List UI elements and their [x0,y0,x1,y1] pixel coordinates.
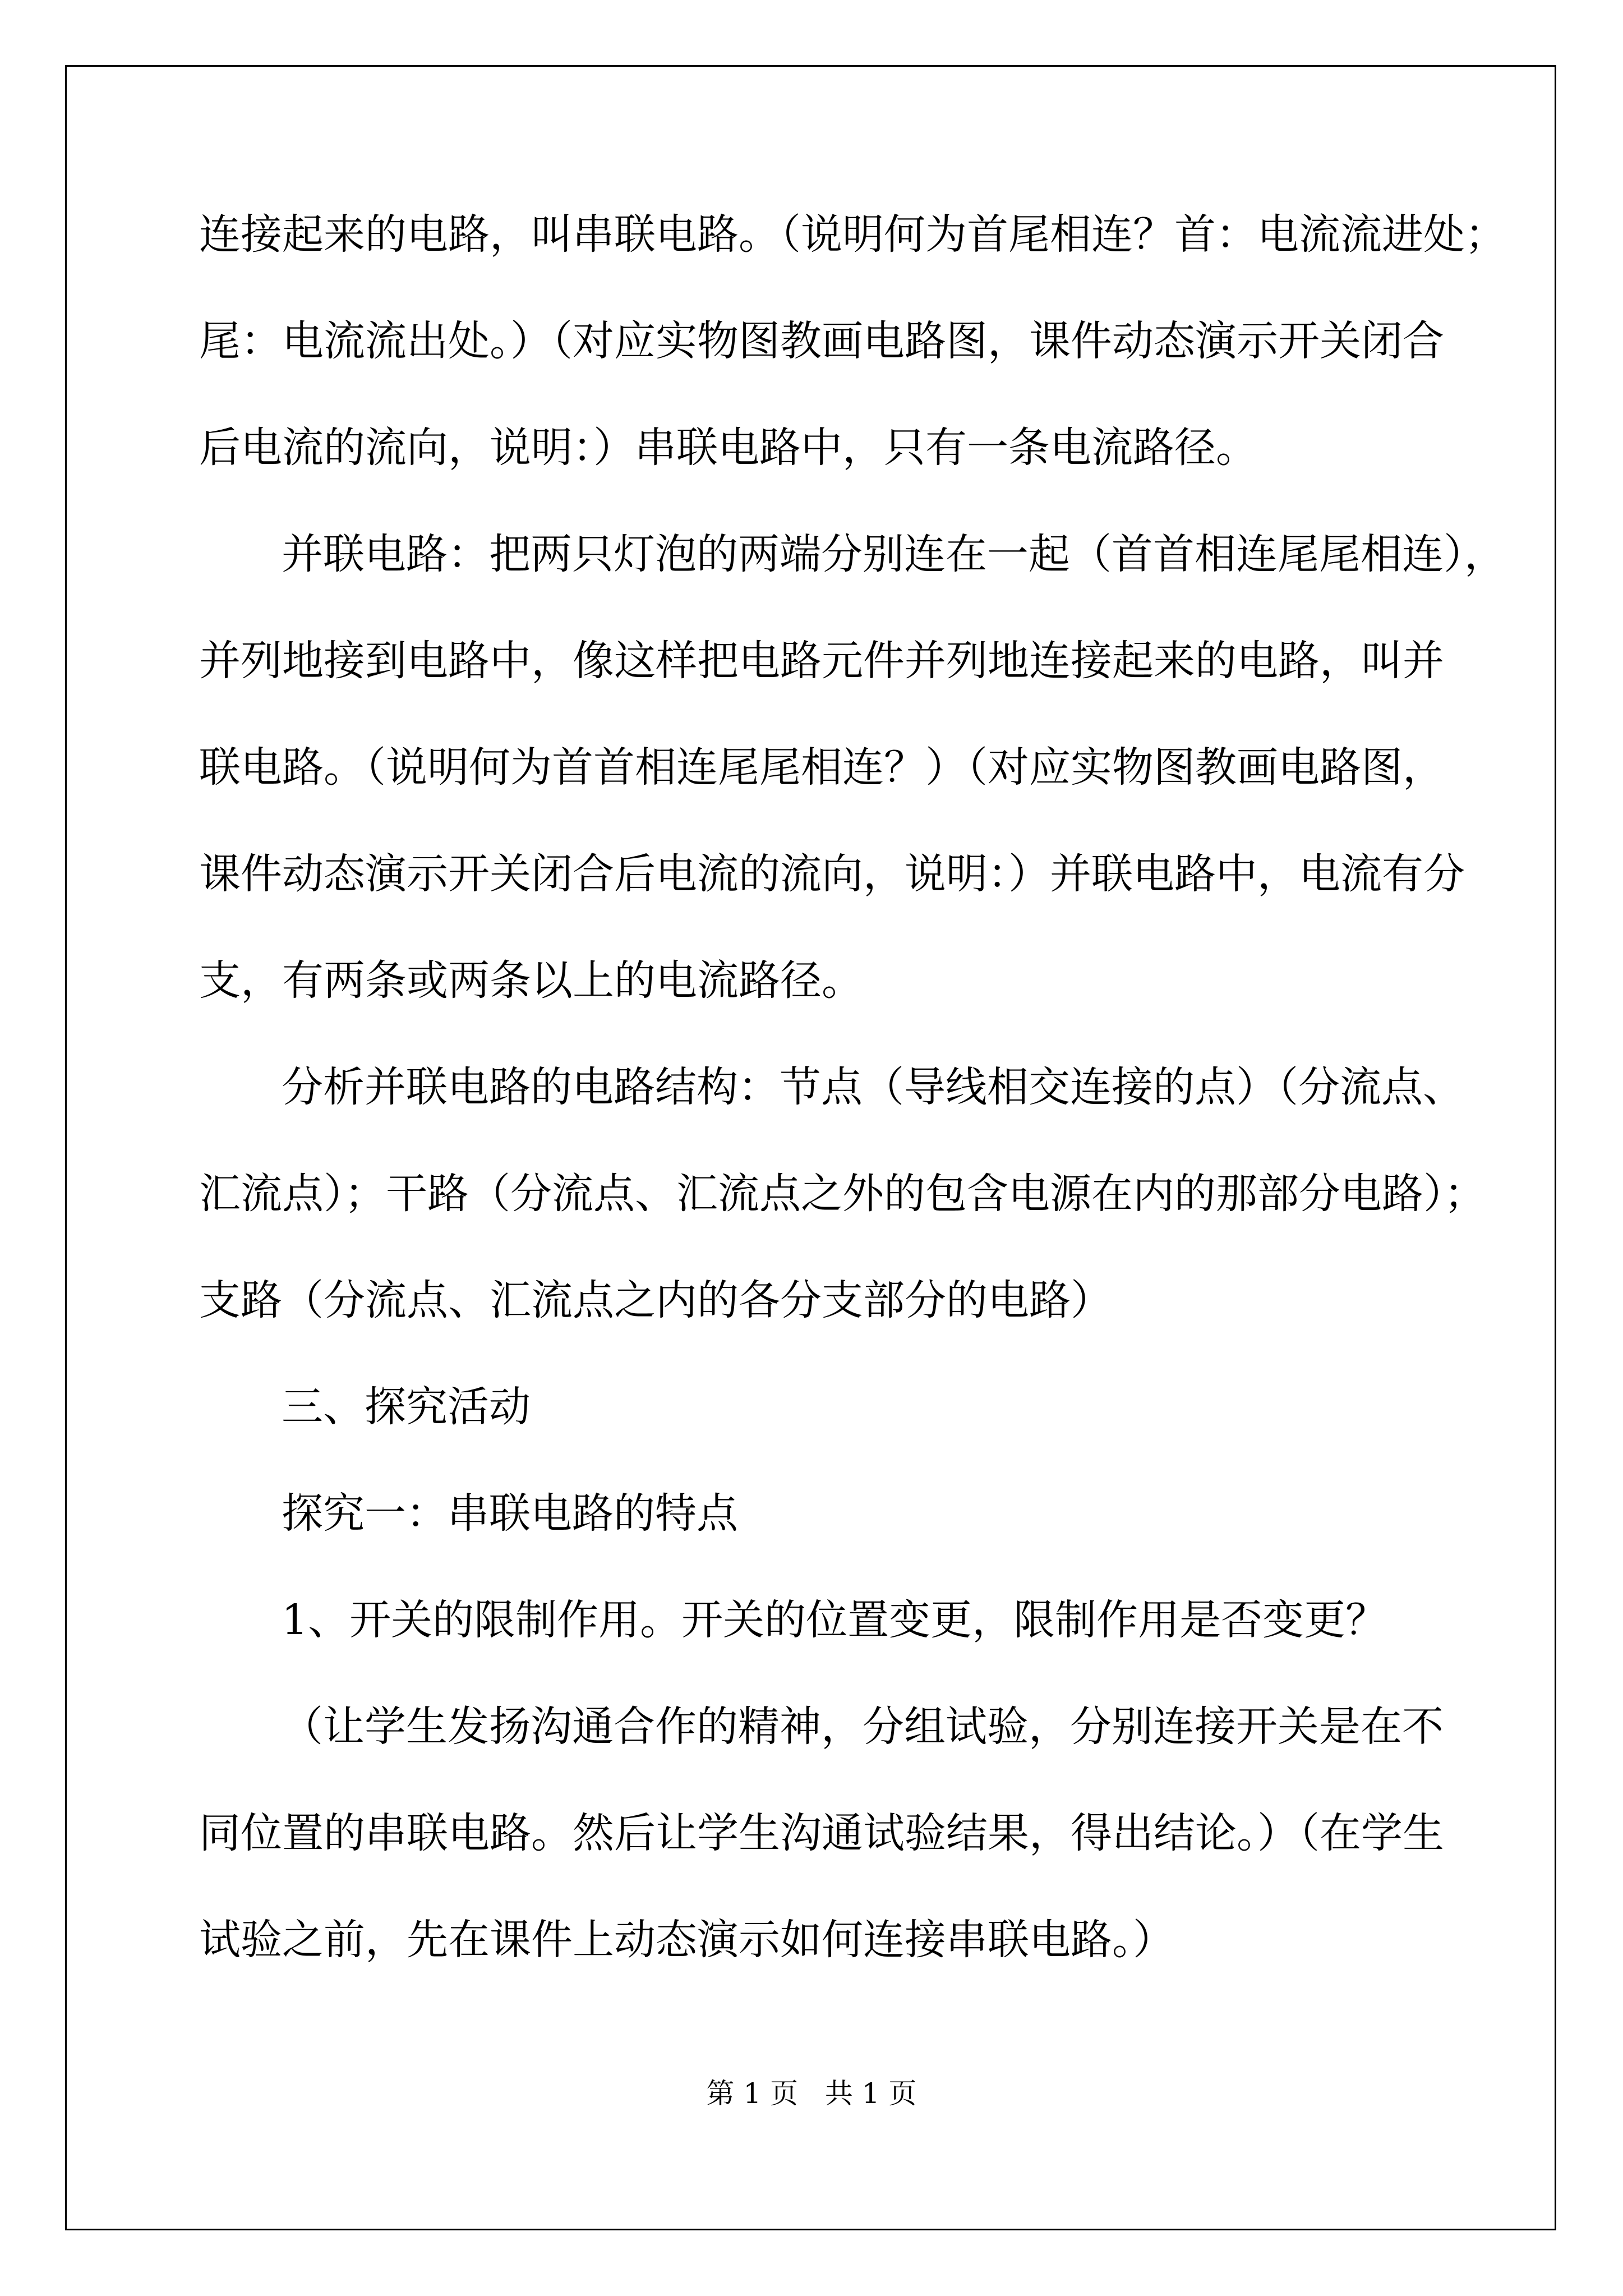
body-line: 课件动态演示开关闭合后电流的流向，说明：）并联电路中，电流有分 [199,850,1465,898]
body-line: 后电流的流向，说明：）串联电路中，只有一条电流路径。 [199,424,1257,472]
body-line: 试验之前，先在课件上动态演示如何连接串联电路。） [199,1916,1174,1964]
body-line: 并列地接到电路中，像这样把电路元件并列地连接起来的电路，叫并 [199,637,1444,685]
body-line: 尾：电流流出处。）（对应实物图教画电路图，课件动态演示开关闭合 [199,317,1444,365]
body-line: 支，有两条或两条以上的电流路径。 [199,956,863,1005]
body-line: 分析并联电路的电路结构：节点（导线相交连接的点）（分流点、 [282,1063,1464,1111]
body-line: 连接起来的电路，叫串联电路。（说明何为首尾相连？首：电流流进处； [199,210,1506,259]
body-line: （让学生发扬沟通合作的精神，分组试验，分别连接开关是在不 [282,1703,1444,1751]
body-line: 支路（分流点、汇流点之内的各分支部分的电路） [199,1276,1112,1324]
body-line: 同位置的串联电路。然后让学生沟通试验结果，得出结论。）（在学生 [199,1809,1444,1857]
body-line: 并联电路：把两只灯泡的两端分别连在一起（首首相连尾尾相连）， [282,530,1506,578]
body-line: 汇流点）；干路（分流点、汇流点之外的包含电源在内的那部分电路）； [199,1170,1486,1218]
body-line: 1、开关的限制作用。开关的位置变更，限制作用是否变更？ [282,1596,1387,1644]
page-footer: 第 1 页 共 1 页 [706,2077,917,2110]
section-heading: 三、探究活动 [282,1383,531,1431]
page-border [65,65,1556,2230]
body-line: 联电路。（说明何为首首相连尾尾相连？）（对应实物图教画电路图， [199,743,1444,792]
subsection-heading: 探究一：串联电路的特点 [282,1489,738,1538]
